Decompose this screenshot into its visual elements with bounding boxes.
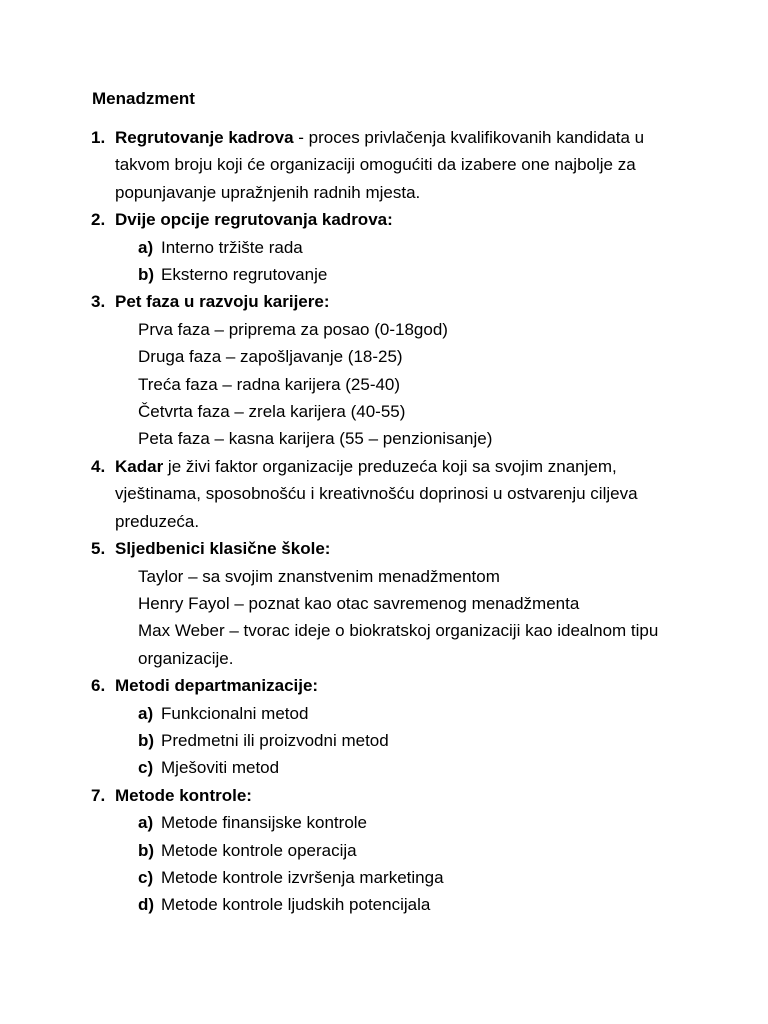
- list-item-7: [0, 782, 768, 809]
- follower-line: Henry Fayol – poznat kao otac savremenog menadžmenta: [138, 593, 580, 613]
- sub-item-letter: b): [138, 730, 155, 750]
- item-heading: Kadar: [115, 456, 164, 476]
- sub-item-letter: a): [138, 237, 154, 257]
- sub-item: [0, 261, 768, 288]
- numbered-list: [0, 124, 768, 919]
- item-heading: Metodi departmanizacije:: [115, 676, 319, 696]
- sub-item-letter: a): [138, 813, 154, 833]
- sub-item-text: Interno tržište rada: [161, 237, 303, 257]
- item-number: 4.: [91, 456, 106, 476]
- item-heading: Pet faza u razvoju karijere:: [115, 292, 330, 312]
- list-item-5: [0, 535, 768, 562]
- document-title: Menadzment: [92, 89, 195, 108]
- sub-item-text: Metode finansijske kontrole: [161, 813, 368, 833]
- sub-item-text: Mješoviti metod: [161, 758, 280, 778]
- sub-item-letter: b): [138, 265, 155, 285]
- follower-line: Taylor – sa svojim znanstvenim menadžmentom: [138, 566, 500, 586]
- sub-item: [0, 809, 768, 836]
- sub-item: [0, 700, 768, 727]
- career-phase-line: Prva faza – priprema za posao (0-18god): [138, 319, 448, 339]
- sub-item-text: Eksterno regrutovanje: [161, 265, 328, 285]
- sub-item-letter: c): [138, 867, 154, 887]
- career-phase-line: Treća faza – radna karijera (25-40): [138, 374, 401, 394]
- sub-item: [0, 864, 768, 891]
- item-number: 1.: [91, 128, 106, 147]
- item-heading: Dvije opcije regrutovanja kadrova:: [115, 210, 393, 230]
- sub-item-text: Metode kontrole ljudskih potencijala: [161, 895, 431, 915]
- list-item-4: [0, 453, 768, 535]
- item-number: 3.: [91, 292, 106, 312]
- sub-item-text: Predmetni ili proizvodni metod: [161, 730, 389, 750]
- career-phase-line: Druga faza – zapošljavanje (18-25): [138, 347, 403, 367]
- sub-item: [0, 727, 768, 754]
- sub-item-text: Metode kontrole operacija: [161, 840, 357, 860]
- sub-item-letter: c): [138, 758, 154, 778]
- list-item-2: [0, 206, 768, 233]
- sub-item: [0, 754, 768, 781]
- item-number: 7.: [91, 785, 106, 805]
- follower-line: Max Weber – tvorac ideje o biokratskoj organizaciji kao idealnom tipu organizacije.: [138, 621, 659, 668]
- sub-item-letter: d): [138, 895, 155, 915]
- item-heading: Regrutovanje kadrova: [115, 128, 294, 147]
- career-phase-line: Peta faza – kasna karijera (55 – penzionisanje): [138, 429, 493, 449]
- sub-item-letter: a): [138, 703, 154, 723]
- sub-item-letter: b): [138, 840, 155, 860]
- sub-item: [0, 837, 768, 864]
- item-text: je živi faktor organizacije preduzeća koji sa svojim znanjem, vještinama, sposobnošću i kreativnošću doprinosi u ostvarenju ciljeva preduzeća.: [115, 456, 638, 531]
- sub-item-text: Metode kontrole izvršenja marketinga: [161, 867, 444, 887]
- item-heading: Metode kontrole:: [115, 785, 252, 805]
- list-item-1: [0, 124, 768, 206]
- career-phase-line: Četvrta faza – zrela karijera (40-55): [138, 402, 406, 422]
- item-number: 2.: [91, 210, 106, 230]
- sub-item: [0, 891, 768, 918]
- item-text: - proces privlačenja kvalifikovanih kandidata u takvom broju koji će organizaciji omogućiti da izabere one najbolje za popunjavanje upražnjenih radnih mjesta.: [115, 128, 645, 202]
- list-item-3: [0, 288, 768, 315]
- item-number: 5.: [91, 539, 106, 559]
- sub-item: [0, 234, 768, 261]
- item-number: 6.: [91, 676, 106, 696]
- list-item-6: [0, 672, 768, 699]
- sub-item-text: Funkcionalni metod: [161, 703, 309, 723]
- item-heading: Sljedbenici klasične škole:: [115, 539, 331, 559]
